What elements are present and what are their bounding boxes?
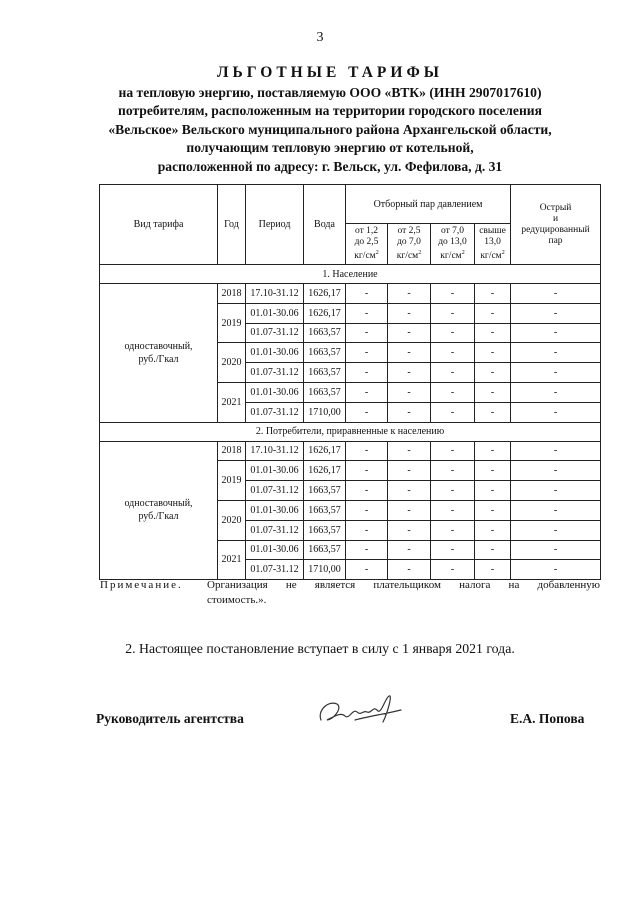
- s4-cell: -: [475, 323, 511, 343]
- title-line: потребителям, расположенным на территории городского поселения: [118, 103, 542, 119]
- title-main: ЛЬГОТНЫЕ ТАРИФЫ: [217, 64, 443, 81]
- water-cell: 1626,17: [304, 284, 346, 304]
- s4-cell: -: [475, 284, 511, 304]
- resolution-clause: 2. Настоящее постановление вступает в силу с 1 января 2021 года.: [125, 641, 515, 656]
- year-cell: 2021: [218, 540, 246, 580]
- header-sharp-steam: [511, 185, 601, 265]
- tariff-table: [99, 184, 601, 580]
- signatory-name: Е.А. Попова: [510, 711, 585, 726]
- s3-cell: -: [431, 363, 475, 383]
- s2-cell: -: [388, 303, 431, 323]
- water-cell: 1626,17: [304, 303, 346, 323]
- note-text-continued: стоимость.».: [207, 594, 267, 606]
- note-text: Организация не является плательщиком налога на добавленную: [207, 579, 600, 591]
- water-cell: 1663,57: [304, 540, 346, 560]
- period-cell: 01.01-30.06: [246, 343, 304, 363]
- s1-cell: -: [346, 500, 388, 520]
- s2-cell: -: [388, 363, 431, 383]
- s4-cell: -: [475, 363, 511, 383]
- sharp-cell: -: [511, 520, 601, 540]
- header-sharp-line: Острый: [539, 202, 572, 213]
- sharp-cell: -: [511, 343, 601, 363]
- s2-cell: -: [388, 481, 431, 501]
- s1-cell: -: [346, 343, 388, 363]
- s4-cell: -: [475, 540, 511, 560]
- s3-cell: -: [431, 402, 475, 422]
- header-period: Период: [246, 185, 304, 265]
- s2-cell: -: [388, 540, 431, 560]
- s3-cell: -: [431, 481, 475, 501]
- year-cell: 2021: [218, 382, 246, 422]
- year-cell: 2019: [218, 461, 246, 501]
- s1-cell: -: [346, 441, 388, 461]
- sharp-cell: -: [511, 481, 601, 501]
- sharp-cell: -: [511, 284, 601, 304]
- sharp-cell: -: [511, 540, 601, 560]
- header-water: Вода: [304, 185, 346, 265]
- s2-cell: -: [388, 520, 431, 540]
- signatory-role: Руководитель агентства: [96, 711, 244, 726]
- note-label: Примечание.: [100, 579, 183, 591]
- s3-cell: -: [431, 441, 475, 461]
- s4-cell: -: [475, 461, 511, 481]
- s1-cell: -: [346, 461, 388, 481]
- sharp-cell: -: [511, 323, 601, 343]
- s4-cell: -: [475, 382, 511, 402]
- sharp-cell: -: [511, 461, 601, 481]
- period-cell: 01.01-30.06: [246, 540, 304, 560]
- tariff-type-label: одноставочный,: [124, 340, 193, 352]
- header-sharp-line: и: [552, 213, 559, 224]
- s3-cell: -: [431, 382, 475, 402]
- period-cell: 01.07-31.12: [246, 520, 304, 540]
- year-cell: 2020: [218, 500, 246, 540]
- water-cell: 1663,57: [304, 481, 346, 501]
- s1-cell: -: [346, 520, 388, 540]
- s2-cell: -: [388, 382, 431, 402]
- page-number: 3: [316, 30, 324, 45]
- period-cell: 01.07-31.12: [246, 402, 304, 422]
- s2-cell: -: [388, 402, 431, 422]
- water-cell: 1626,17: [304, 441, 346, 461]
- period-cell: 01.07-31.12: [246, 481, 304, 501]
- water-cell: 1663,57: [304, 500, 346, 520]
- s1-cell: -: [346, 284, 388, 304]
- s4-cell: -: [475, 343, 511, 363]
- period-cell: 01.01-30.06: [246, 303, 304, 323]
- water-cell: 1710,00: [304, 402, 346, 422]
- sharp-cell: -: [511, 500, 601, 520]
- s1-cell: -: [346, 382, 388, 402]
- table-row: [100, 441, 601, 461]
- s1-cell: -: [346, 481, 388, 501]
- water-cell: 1663,57: [304, 382, 346, 402]
- period-cell: 01.01-30.06: [246, 461, 304, 481]
- period-cell: 01.07-31.12: [246, 323, 304, 343]
- s2-cell: -: [388, 560, 431, 580]
- handwritten-signature: [315, 690, 405, 732]
- water-cell: 1710,00: [304, 560, 346, 580]
- sharp-cell: -: [511, 441, 601, 461]
- period-cell: 01.07-31.12: [246, 363, 304, 383]
- section-title: 1. Население: [100, 265, 601, 284]
- water-cell: 1663,57: [304, 343, 346, 363]
- sharp-cell: -: [511, 363, 601, 383]
- s3-cell: -: [431, 520, 475, 540]
- s3-cell: -: [431, 540, 475, 560]
- header-sharp-line: редуцированный: [521, 224, 590, 235]
- s1-cell: -: [346, 323, 388, 343]
- year-cell: 2020: [218, 343, 246, 383]
- s2-cell: -: [388, 284, 431, 304]
- title-line: «Вельское» Вельского муниципального района Архангельской области,: [108, 121, 552, 137]
- water-cell: 1663,57: [304, 520, 346, 540]
- tariff-type-label: одноставочный,: [124, 498, 193, 510]
- tariff-type-label: руб./Гкал: [138, 511, 179, 523]
- title-line: на тепловую энергию, поставляемую ООО «ВТК» (ИНН 2907017610): [118, 85, 542, 100]
- header-sharp-line: пар: [548, 235, 563, 246]
- header-tariff-type: Вид тарифа: [100, 185, 218, 265]
- s1-cell: -: [346, 363, 388, 383]
- sharp-cell: -: [511, 560, 601, 580]
- s4-cell: -: [475, 303, 511, 323]
- s4-cell: -: [475, 500, 511, 520]
- s4-cell: -: [475, 441, 511, 461]
- water-cell: 1663,57: [304, 323, 346, 343]
- header-steam-col: от 1,2 до 2,5 $кг/см^2$: [346, 224, 388, 265]
- document-title: [60, 64, 600, 176]
- title-line: расположенной по адресу: г. Вельск, ул. Фефилова, д. 31: [157, 158, 503, 174]
- tariff-type-cell: [100, 441, 218, 580]
- s3-cell: -: [431, 343, 475, 363]
- s2-cell: -: [388, 441, 431, 461]
- s3-cell: -: [431, 461, 475, 481]
- period-cell: 17.10-31.12: [246, 441, 304, 461]
- period-cell: 01.01-30.06: [246, 382, 304, 402]
- year-cell: 2018: [218, 441, 246, 461]
- period-cell: 01.07-31.12: [246, 560, 304, 580]
- s2-cell: -: [388, 343, 431, 363]
- s4-cell: -: [475, 481, 511, 501]
- header-steam-col: от 7,0 до 13,0 $кг/см^2$: [431, 224, 475, 265]
- period-cell: 01.01-30.06: [246, 500, 304, 520]
- sharp-cell: -: [511, 402, 601, 422]
- table-row: [100, 284, 601, 304]
- section-header-row: [100, 265, 601, 284]
- header-steam-group: Отборный пар давлением: [346, 185, 511, 224]
- s4-cell: -: [475, 520, 511, 540]
- s1-cell: -: [346, 540, 388, 560]
- s3-cell: -: [431, 284, 475, 304]
- s1-cell: -: [346, 303, 388, 323]
- s3-cell: -: [431, 560, 475, 580]
- s3-cell: -: [431, 303, 475, 323]
- table-body: [100, 265, 601, 580]
- tariff-type-cell: [100, 284, 218, 423]
- header-steam-col: свыше 13,0 $кг/см^2$: [475, 224, 511, 265]
- section-header-row: [100, 422, 601, 441]
- water-cell: 1626,17: [304, 461, 346, 481]
- sharp-cell: -: [511, 382, 601, 402]
- s1-cell: -: [346, 560, 388, 580]
- s4-cell: -: [475, 560, 511, 580]
- s3-cell: -: [431, 323, 475, 343]
- section-title: 2. Потребители, приравненные к населению: [100, 422, 601, 441]
- year-cell: 2018: [218, 284, 246, 304]
- s1-cell: -: [346, 402, 388, 422]
- tariff-type-label: руб./Гкал: [138, 353, 179, 365]
- header-year: Год: [218, 185, 246, 265]
- water-cell: 1663,57: [304, 363, 346, 383]
- header-steam-col: от 2,5 до 7,0 $кг/см^2$: [388, 224, 431, 265]
- period-cell: 17.10-31.12: [246, 284, 304, 304]
- s2-cell: -: [388, 461, 431, 481]
- s3-cell: -: [431, 500, 475, 520]
- s4-cell: -: [475, 402, 511, 422]
- title-line: получающим тепловую энергию от котельной,: [186, 140, 474, 156]
- s2-cell: -: [388, 323, 431, 343]
- sharp-cell: -: [511, 303, 601, 323]
- year-cell: 2019: [218, 303, 246, 343]
- s2-cell: -: [388, 500, 431, 520]
